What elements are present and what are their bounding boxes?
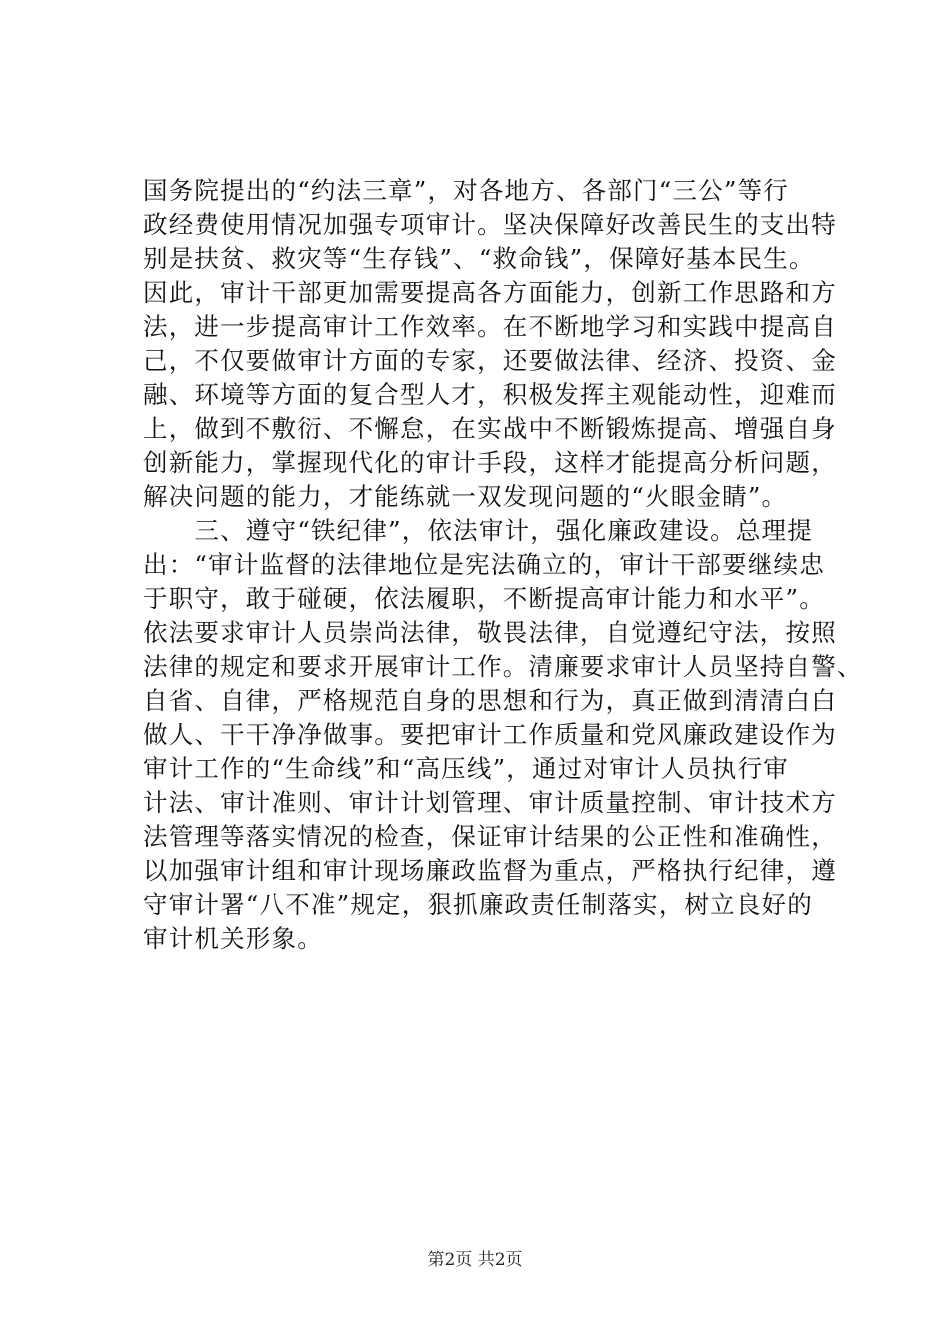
text-line: 因此，审计干部更加需要提高各方面能力，创新工作思路和方: [143, 278, 837, 307]
text-line: 做人、干干净净做事。要把审计工作质量和党风廉政建设作为: [143, 720, 837, 749]
body-text: [143, 174, 863, 956]
text-line: 法律的规定和要求开展审计工作。清廉要求审计人员坚持自警、: [143, 652, 863, 681]
text-line: 解决问题的能力，才能练就一双发现问题的“火眼金睛”。: [143, 482, 788, 511]
text-line: 于职守，敢于碰硬，依法履职，不断提高审计能力和水平”。: [143, 584, 825, 613]
text-line: 出：“审计监督的法律地位是宪法确立的，审计干部要继续忠: [143, 550, 825, 579]
text-line: 创新能力，掌握现代化的审计手段，这样才能提高分析问题，: [143, 448, 837, 477]
page-number-label: 第2页 共2页: [427, 1250, 523, 1270]
text-line: 自省、自律，严格规范自身的思想和行为，真正做到清清白白: [143, 686, 837, 715]
text-line: 政经费使用情况加强专项审计。坚决保障好改善民生的支出特: [143, 210, 837, 239]
text-line: 法管理等落实情况的检查，保证审计结果的公正性和准确性，: [143, 822, 837, 851]
text-line: 审计工作的“生命线”和“高压线”，通过对审计人员执行审: [143, 754, 789, 783]
text-line: 己，不仅要做审计方面的专家，还要做法律、经济、投资、金: [143, 346, 837, 375]
text-line: 以加强审计组和审计现场廉政监督为重点，严格执行纪律，遵: [143, 856, 837, 885]
text-line: 别是扶贫、救灾等“生存钱”、“救命钱”，保障好基本民生。: [143, 244, 815, 273]
text-line: 国务院提出的“约法三章”，对各地方、各部门“三公”等行: [143, 176, 789, 205]
text-line: 上，做到不敷衍、不懈怠，在实战中不断锻炼提高、增强自身: [143, 414, 837, 443]
page-footer: [0, 1245, 950, 1270]
text-line: 审计机关形象。: [143, 924, 323, 953]
text-line: 融、环境等方面的复合型人才，积极发挥主观能动性，迎难而: [143, 380, 837, 409]
text-line: 计法、审计准则、审计计划管理、审计质量控制、审计技术方: [143, 788, 837, 817]
text-line: 守审计署“八不准”规定，狠抓廉政责任制落实，树立良好的: [143, 890, 813, 919]
text-line: 法，进一步提高审计工作效率。在不断地学习和实践中提高自: [143, 312, 837, 341]
text-line: 三、遵守“铁纪律”，依法审计，强化廉政建设。总理提: [143, 516, 813, 545]
text-line: 依法要求审计人员崇尚法律，敬畏法律，自觉遵纪守法，按照: [143, 618, 837, 647]
